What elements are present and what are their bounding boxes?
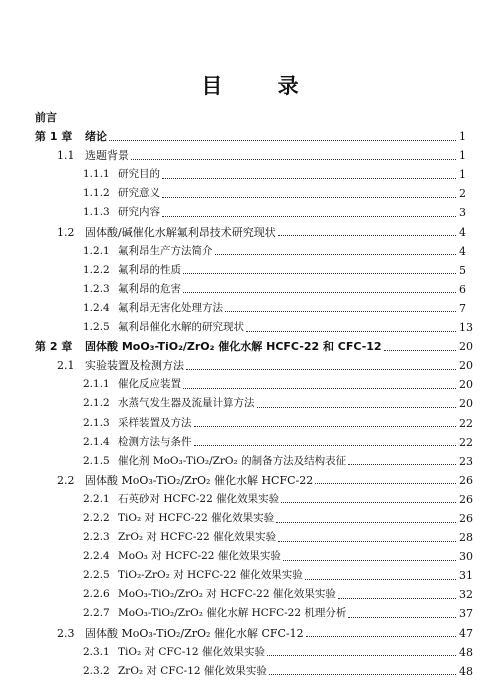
toc-entry-page: 1 bbox=[459, 168, 466, 182]
toc-entry-number: 2.2.3 bbox=[83, 531, 110, 544]
toc-entry-title: 氟利昂的性质 bbox=[118, 263, 181, 276]
dot-leader bbox=[162, 177, 456, 179]
toc-entry[interactable] bbox=[0, 261, 500, 280]
toc-entry-page: 20 bbox=[459, 397, 473, 411]
toc-entry[interactable] bbox=[0, 490, 500, 509]
toc-entry-page: 37 bbox=[459, 607, 473, 621]
dot-leader bbox=[109, 139, 456, 141]
toc-entry-title: 水蒸气发生器及流量计算方法 bbox=[118, 397, 255, 410]
toc-entry[interactable] bbox=[0, 299, 500, 318]
dot-leader bbox=[194, 425, 457, 427]
toc-entry-page: 48 bbox=[459, 645, 473, 659]
toc-entry-page: 20 bbox=[459, 378, 473, 392]
toc-entry-number: 第 2 章 bbox=[35, 340, 73, 354]
toc-entry-title: TiO₂-ZrO₂ 对 HCFC-22 催化效果实验 bbox=[118, 569, 303, 582]
toc-entry[interactable] bbox=[0, 337, 500, 356]
toc-entry-title: 氟利昂的危害 bbox=[118, 282, 181, 295]
dot-leader bbox=[278, 540, 456, 542]
dot-leader bbox=[348, 463, 456, 465]
dot-leader bbox=[215, 253, 457, 255]
toc-entry[interactable] bbox=[0, 356, 500, 375]
toc-entry[interactable] bbox=[0, 662, 500, 681]
toc-entry-title: 研究意义 bbox=[118, 187, 160, 200]
toc-entry[interactable] bbox=[0, 566, 500, 585]
toc-entry-title: MoO₃ 对 HCFC-22 催化效果实验 bbox=[118, 550, 281, 563]
toc-entry[interactable] bbox=[0, 528, 500, 547]
toc-entry-title: MoO₃-TiO₂/ZrO₂ 催化水解 HCFC-22 机理分析 bbox=[118, 607, 347, 620]
toc-entry[interactable] bbox=[0, 318, 500, 337]
dot-leader bbox=[338, 597, 456, 599]
toc-entry-number: 2.2.1 bbox=[83, 492, 110, 505]
toc-entry-title: ZrO₂ 对 CFC-12 催化效果实验 bbox=[118, 664, 267, 677]
toc-entry[interactable] bbox=[0, 547, 500, 566]
toc-entry-title: TiO₂ 对 CFC-12 催化效果实验 bbox=[118, 645, 265, 658]
toc-entry-page: 26 bbox=[459, 511, 473, 525]
dot-leader bbox=[162, 196, 456, 198]
dot-leader bbox=[162, 215, 456, 217]
toc-entry-title: 实验装置及检测方法 bbox=[85, 359, 184, 373]
toc-entry[interactable] bbox=[0, 509, 500, 528]
toc-entry-number: 2.2.5 bbox=[83, 569, 110, 582]
page-title: 目 录 bbox=[201, 74, 323, 98]
toc-entry-number: 1.1.2 bbox=[83, 187, 110, 200]
toc-entry[interactable] bbox=[0, 433, 500, 452]
toc-entry[interactable] bbox=[0, 146, 500, 165]
toc-entry-number: 2.1.5 bbox=[83, 454, 110, 467]
toc-entry-title: 石英砂对 HCFC-22 催化效果实验 bbox=[118, 492, 280, 505]
toc-entry-page: 20 bbox=[459, 340, 473, 354]
toc-entry-title: 固体酸 MoO₃-TiO₂/ZrO₂ 催化水解 CFC-12 bbox=[85, 626, 304, 640]
toc-entry-page: 4 bbox=[459, 244, 466, 258]
toc-entry[interactable] bbox=[0, 223, 500, 242]
toc-entry-title: 研究目的 bbox=[118, 168, 160, 181]
toc-entry[interactable] bbox=[0, 643, 500, 662]
toc-entry-number: 2.1.2 bbox=[83, 397, 110, 410]
toc-entry-title: 绪论 bbox=[85, 130, 107, 144]
toc-entry-title: ZrO₂ 对 HCFC-22 催化效果实验 bbox=[118, 531, 277, 544]
toc-entry-number: 2.2.6 bbox=[83, 588, 110, 601]
toc-entry-number: 1.2.4 bbox=[83, 301, 110, 314]
toc-entry-title: 固体酸 MoO₃-TiO₂/ZrO₂ 催化水解 HCFC-22 bbox=[85, 473, 314, 487]
dot-leader bbox=[278, 234, 456, 236]
table-of-contents bbox=[0, 108, 500, 681]
toc-entry[interactable] bbox=[0, 585, 500, 604]
dot-leader bbox=[281, 501, 456, 503]
dot-leader bbox=[183, 291, 456, 293]
toc-entry[interactable] bbox=[0, 165, 500, 184]
toc-entry[interactable] bbox=[0, 108, 500, 127]
dot-leader bbox=[348, 616, 456, 618]
toc-entry-page: 26 bbox=[459, 473, 473, 487]
toc-entry-number: 1.1 bbox=[57, 149, 75, 163]
toc-entry-number: 2.2 bbox=[57, 473, 75, 487]
dot-leader bbox=[183, 387, 456, 389]
dot-leader bbox=[283, 559, 456, 561]
toc-entry-title: 催化反应装置 bbox=[118, 378, 181, 391]
toc-entry-page: 47 bbox=[459, 626, 473, 640]
dot-leader bbox=[305, 578, 456, 580]
toc-entry-number: 2.3 bbox=[57, 626, 75, 640]
toc-entry[interactable] bbox=[0, 394, 500, 413]
dot-leader bbox=[246, 330, 456, 332]
toc-entry-number: 2.1.4 bbox=[83, 435, 110, 448]
toc-entry-page: 1 bbox=[459, 149, 466, 163]
toc-entry-title: 固体酸/碱催化水解氟利昂技术研究现状 bbox=[85, 225, 276, 239]
toc-entry-page: 23 bbox=[459, 454, 473, 468]
toc-entry-title: MoO₃-TiO₂/ZrO₂ 对 HCFC-22 催化效果实验 bbox=[118, 588, 336, 601]
toc-entry-number: 2.1.1 bbox=[83, 378, 110, 391]
dot-leader bbox=[183, 272, 456, 274]
toc-entry-page: 7 bbox=[459, 301, 466, 315]
dot-leader bbox=[276, 521, 456, 523]
toc-entry-page: 5 bbox=[459, 263, 466, 277]
toc-entry[interactable] bbox=[0, 375, 500, 394]
toc-entry-title: 前言 bbox=[35, 111, 57, 124]
toc-entry-number: 2.3.1 bbox=[83, 645, 110, 658]
toc-entry[interactable] bbox=[0, 184, 500, 203]
toc-entry-page: 26 bbox=[459, 492, 473, 506]
toc-entry-page: 32 bbox=[459, 588, 473, 602]
dot-leader bbox=[306, 635, 456, 637]
dot-leader bbox=[315, 482, 456, 484]
dot-leader bbox=[194, 444, 457, 446]
toc-entry-page: 1 bbox=[459, 130, 466, 144]
toc-entry-number: 2.2.7 bbox=[83, 607, 110, 620]
toc-entry[interactable] bbox=[0, 203, 500, 222]
toc-entry-page: 3 bbox=[459, 206, 466, 220]
toc-entry-page: 30 bbox=[459, 550, 473, 564]
toc-entry-number: 2.1.3 bbox=[83, 416, 110, 429]
dot-leader bbox=[186, 368, 456, 370]
toc-entry-page: 48 bbox=[459, 664, 473, 678]
toc-entry-title: 选题背景 bbox=[85, 149, 129, 163]
toc-entry-number: 1.2.2 bbox=[83, 263, 110, 276]
toc-entry-title: 氟利昂无害化处理方法 bbox=[118, 301, 223, 314]
dot-leader bbox=[269, 673, 456, 675]
toc-entry[interactable] bbox=[0, 414, 500, 433]
toc-entry-number: 1.1.1 bbox=[83, 168, 110, 181]
toc-entry-page: 31 bbox=[459, 569, 473, 583]
toc-entry-page: 13 bbox=[459, 321, 473, 335]
toc-entry[interactable] bbox=[0, 604, 500, 623]
toc-entry-number: 1.2.3 bbox=[83, 282, 110, 295]
toc-entry-title: 检测方法与条件 bbox=[118, 435, 192, 448]
toc-entry-number: 2.2.4 bbox=[83, 550, 110, 563]
toc-entry-title: 催化剂 MoO₃-TiO₂/ZrO₂ 的制备方法及结构表征 bbox=[118, 454, 347, 467]
toc-entry[interactable] bbox=[0, 242, 500, 261]
toc-entry-title: 氟利昂生产方法简介 bbox=[118, 244, 213, 257]
toc-entry-number: 1.2.1 bbox=[83, 244, 110, 257]
toc-entry-number: 1.2 bbox=[57, 225, 75, 239]
toc-entry[interactable] bbox=[0, 624, 500, 643]
toc-entry-number: 1.1.3 bbox=[83, 206, 110, 219]
toc-entry-title: 研究内容 bbox=[118, 206, 160, 219]
dot-leader bbox=[131, 158, 456, 160]
toc-entry[interactable] bbox=[0, 471, 500, 490]
dot-leader bbox=[384, 349, 456, 351]
toc-entry-page: 22 bbox=[459, 435, 473, 449]
toc-entry[interactable] bbox=[0, 127, 500, 146]
dot-leader bbox=[225, 310, 456, 312]
dot-leader bbox=[267, 654, 456, 656]
toc-entry-number: 2.3.2 bbox=[83, 664, 110, 677]
toc-entry-number: 1.2.5 bbox=[83, 321, 110, 334]
toc-entry-page: 4 bbox=[459, 225, 466, 239]
toc-entry-title: 氟利昂催化水解的研究现状 bbox=[118, 321, 244, 334]
toc-entry-title: TiO₂ 对 HCFC-22 催化效果实验 bbox=[118, 511, 275, 524]
toc-entry-page: 28 bbox=[459, 531, 473, 545]
toc-entry[interactable] bbox=[0, 452, 500, 471]
toc-entry-page: 20 bbox=[459, 359, 473, 373]
toc-entry-title: 采样装置及方法 bbox=[118, 416, 192, 429]
toc-entry-page: 2 bbox=[459, 187, 466, 201]
toc-entry-page: 6 bbox=[459, 282, 466, 296]
dot-leader bbox=[257, 406, 457, 408]
toc-entry-number: 2.2.2 bbox=[83, 511, 110, 524]
toc-entry-title: 固体酸 MoO₃-TiO₂/ZrO₂ 催化水解 HCFC-22 和 CFC-12 bbox=[85, 340, 382, 354]
toc-entry-page: 22 bbox=[459, 416, 473, 430]
toc-entry[interactable] bbox=[0, 280, 500, 299]
toc-entry-number: 2.1 bbox=[57, 359, 75, 373]
toc-entry-number: 第 1 章 bbox=[35, 130, 73, 144]
